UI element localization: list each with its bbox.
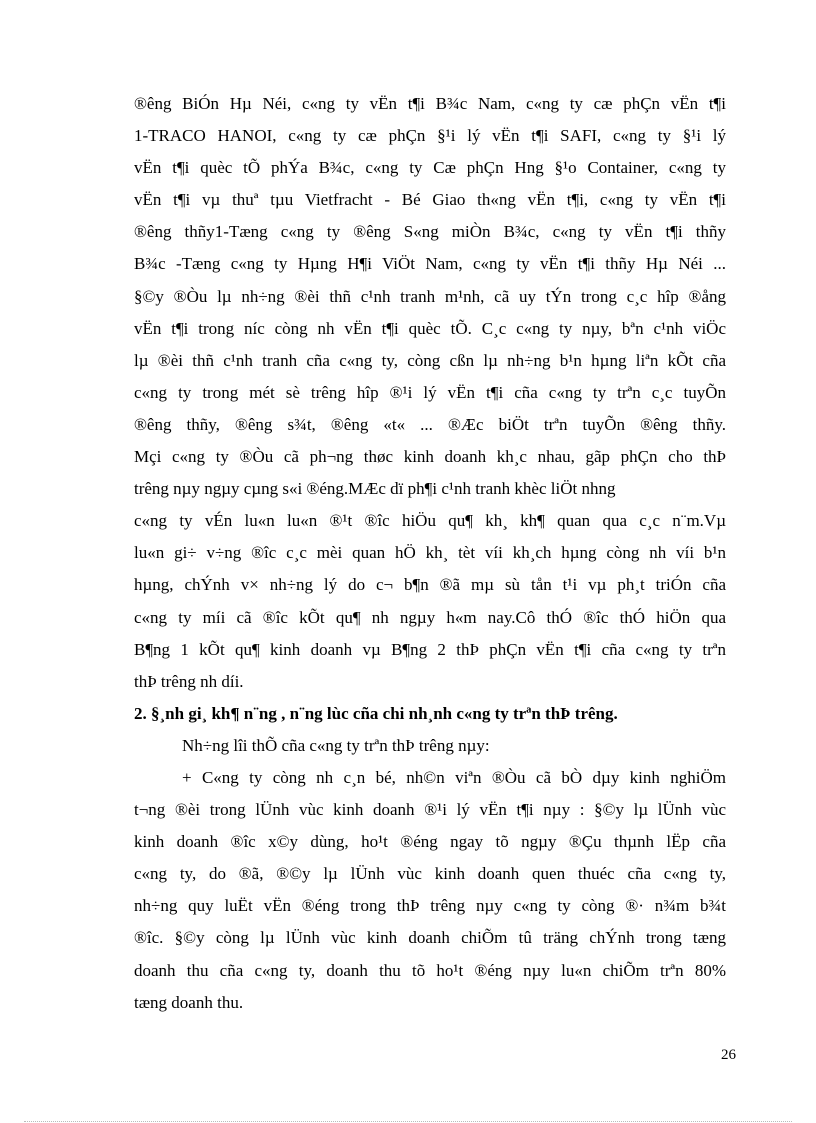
text-line: kinh doanh ®îc x©y dùng, ho¹t ®éng ngay tõ ngµy ®Çu thµnh lËp cña	[134, 832, 726, 852]
text-line: ®êng thñy1-Tæng c«ng ty ®êng S«ng miÒn B¾c, c«ng ty vËn t¶i thñy	[134, 222, 726, 242]
text-line: doanh thu cña c«ng ty, doanh thu tõ ho¹t ®éng nµy lu«n chiÕm trªn 80%	[134, 960, 726, 980]
text-line: lµ ®èi thñ c¹nh tranh cña c«ng ty, còng cßn lµ nh÷ng b¹n hµng liªn kÕt cña	[134, 350, 726, 370]
section-heading: 2. §¸nh gi¸ kh¶ n¨ng , n¨ng lùc cña chi nh¸nh c«ng ty trªn thÞ trêng.	[134, 703, 618, 723]
text-line: ®êng thñy, ®êng s¾t, ®êng «t« ... ®Æc biÖt trªn tuyÕn ®êng thñy.	[134, 414, 726, 434]
text-line: + C«ng ty còng nh c¸n bé, nh©n viªn ®Òu cã bÒ dµy kinh nghiÖm	[182, 767, 726, 787]
text-line: c«ng ty míi cã ®îc kÕt qu¶ nh ngµy h«m nay.Cô thÓ ®îc thÓ hiÖn qua	[134, 607, 726, 627]
text-line: thÞ trêng nh díi.	[134, 671, 244, 691]
page-bottom-divider	[24, 1121, 792, 1122]
text-line: Mçi c«ng ty ®Òu cã ph¬ng thøc kinh doanh kh¸c nhau, gãp phÇn cho thÞ	[134, 447, 726, 467]
text-line: B¾c -Tæng c«ng ty Hµng H¶i ViÖt Nam, c«ng ty vËn t¶i thñy Hµ Néi ...	[134, 254, 726, 274]
paragraph-competitors	[134, 88, 726, 698]
text-line: ®êng BiÓn Hµ Néi, c«ng ty vËn t¶i B¾c Nam, c«ng ty cæ phÇn vËn t¶i	[134, 94, 726, 113]
intro-line: Nh÷ng lîi thÕ cña c«ng ty trªn thÞ trêng nµy:	[182, 735, 490, 755]
text-line: vËn t¶i vµ thuª tµu Vietfracht - Bé Giao th«ng vËn t¶i, c«ng ty vËn t¶i	[134, 190, 726, 210]
text-line: ®îc. §©y còng lµ lÜnh vùc kinh doanh chiÕm tû träng chÝnh trong tæng	[134, 928, 726, 948]
paragraph-advantages	[134, 762, 726, 1019]
text-line: c«ng ty trong mét sè trêng hîp ®¹i lý vËn t¶i cña c«ng ty trªn c¸c tuyÕn	[134, 382, 726, 402]
text-line: c«ng ty vÉn lu«n lu«n ®¹t ®îc hiÖu qu¶ kh¸ kh¶ quan qua c¸c n¨m.Vµ	[134, 511, 726, 531]
text-line: tæng doanh thu.	[134, 992, 244, 1012]
text-line: 1-TRACO HANOI, c«ng ty cæ phÇn §¹i lý vËn t¶i SAFI, c«ng ty §¹i lý	[134, 126, 726, 146]
text-line: c«ng ty, do ®ã, ®©y lµ lÜnh vùc kinh doanh quen thuéc cña c«ng ty,	[134, 864, 726, 884]
page-number: 26	[721, 1047, 736, 1063]
text-line: §©y ®Òu lµ nh÷ng ®èi thñ c¹nh tranh m¹nh, cã uy tÝn trong c¸c hîp ®ång	[134, 286, 726, 306]
text-line: hµng, chÝnh v× nh÷ng lý do c¬ b¶n ®ã mµ sù tån t¹i vµ ph¸t triÓn cña	[134, 575, 726, 595]
text-line: trêng nµy ngµy cµng s«i ®éng.MÆc dï ph¶i c¹nh tranh khèc liÖt nhng	[134, 479, 616, 499]
text-line: vËn t¶i trong níc còng nh vËn t¶i quèc tÕ. C¸c c«ng ty nµy, bªn c¹nh viÖc	[134, 318, 726, 338]
text-line: lu«n gi÷ v÷ng ®îc c¸c mèi quan hÖ kh¸ tèt víi kh¸ch hµng còng nh víi b¹n	[134, 543, 726, 563]
text-line: t¬ng ®èi trong lÜnh vùc kinh doanh ®¹i lý vËn t¶i nµy : §©y lµ lÜnh vùc	[134, 800, 726, 820]
text-line: nh÷ng quy luËt vËn ®éng trong thÞ trêng nµy c«ng ty còng ®· n¾m b¾t	[134, 896, 726, 916]
text-line: vËn t¶i quèc tÕ phÝa B¾c, c«ng ty Cæ phÇn Hng §¹o Container, c«ng ty	[134, 158, 726, 178]
text-line: B¶ng 1 kÕt qu¶ kinh doanh vµ B¶ng 2 thÞ phÇn vËn t¶i cña c«ng ty trªn	[134, 639, 726, 659]
body-text	[134, 88, 726, 1019]
